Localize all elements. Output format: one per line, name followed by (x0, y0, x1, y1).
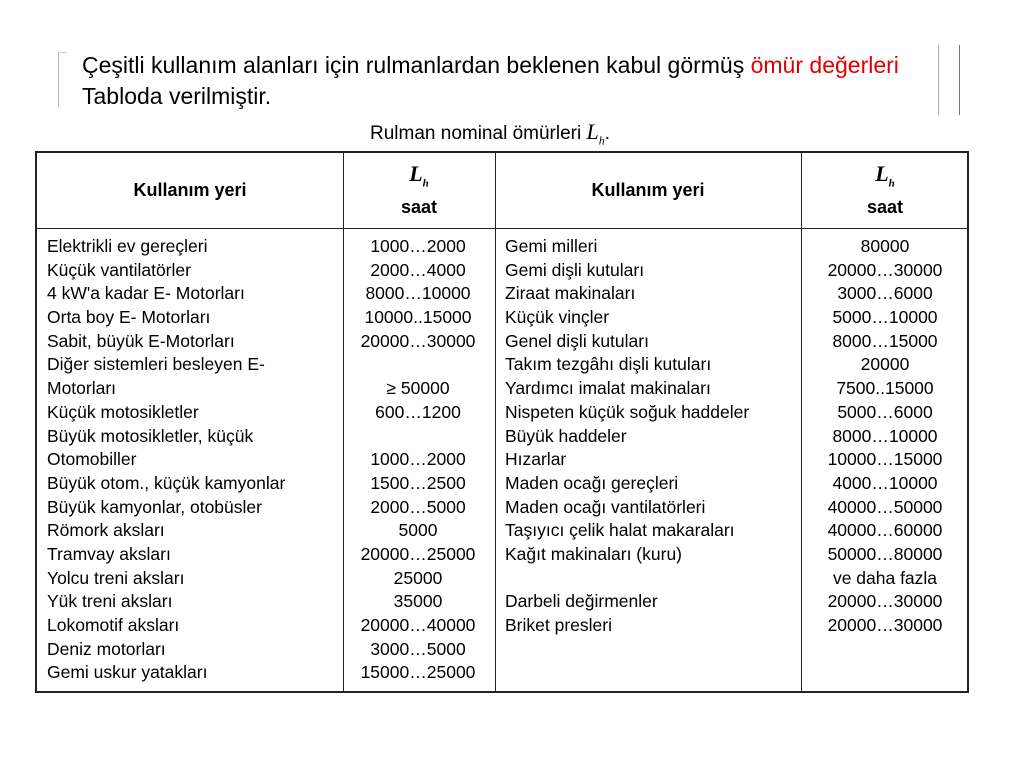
caption-symbol (586, 119, 605, 148)
header-life-sub: h (422, 177, 429, 190)
table-cell: 8000…10000 (832, 425, 938, 446)
table-cell: Küçük vantilatörler (47, 259, 191, 280)
table-cell: 40000…60000 (827, 520, 943, 541)
table-cell: 20000…30000 (827, 591, 943, 612)
table-cell: Küçük vinçler (505, 307, 610, 328)
table-cell: Nispeten küçük soğuk haddeler (505, 401, 750, 422)
table-cell: Deniz motorları (47, 638, 166, 659)
table-cell: 5000 (398, 520, 438, 541)
header-life-left (343, 153, 495, 228)
table-cell: Motorları (47, 378, 117, 399)
caption-symbol-sub: h (598, 133, 605, 148)
caption-text: Rulman nominal ömürleri (370, 123, 587, 144)
table-cell: 80000 (860, 236, 910, 256)
table-cell: 8000…10000 (365, 283, 471, 304)
left-life-column (343, 235, 493, 685)
header-life-unit: saat (400, 197, 438, 218)
bullet-frame (58, 52, 67, 107)
table-cell: Genel dişli kutuları (505, 330, 649, 351)
table-cell: 35000 (393, 591, 443, 612)
table-cell: 40000…50000 (827, 496, 943, 517)
table-cell: Büyük otom., küçük kamyonlar (47, 472, 286, 493)
table-cell: 4000…10000 (832, 472, 938, 493)
table-cell: Ziraat makinaları (505, 283, 636, 304)
table-cell: 5000…6000 (837, 401, 933, 422)
header-usage-right (495, 153, 801, 228)
header-usage-left (37, 153, 343, 228)
table-cell: Otomobiller (47, 449, 137, 470)
table-cell: 1000…2000 (370, 449, 466, 470)
table-cell: Takım tezgâhı dişli kutuları (505, 354, 712, 375)
table-cell: Yük treni aksları (47, 591, 173, 612)
table-cell: 50000…80000 (827, 543, 943, 564)
table-cell: Maden ocağı gereçleri (505, 472, 679, 493)
table-cell (343, 353, 493, 377)
table-cell: 20000…25000 (360, 543, 476, 564)
table-cell: 10000..15000 (364, 307, 472, 328)
table-cell: Yolcu treni aksları (47, 567, 185, 588)
table-cell: 20000…30000 (827, 259, 943, 280)
table-cell: Lokomotif aksları (47, 615, 180, 635)
caption-symbol-letter: L (586, 119, 599, 144)
intro-text-start: Çeşitli kullanım alanları için rulmanlardan beklenen kabul görmüş (82, 52, 751, 78)
table-divider (495, 153, 496, 691)
table-cell: Kağıt makinaları (kuru) (505, 543, 683, 564)
header-usage-label: Kullanım yeri (133, 180, 247, 200)
table-cell: 1000…2000 (370, 236, 466, 256)
table-cell: Gemi milleri (505, 236, 598, 256)
table-cell: 7500..15000 (836, 378, 934, 399)
table-cell: 2000…4000 (370, 259, 466, 280)
left-usage-column (47, 235, 285, 685)
table-cell: 8000…15000 (832, 330, 938, 351)
table-cell: Diğer sistemleri besleyen E- (47, 354, 265, 375)
header-usage-label: Kullanım yeri (591, 180, 705, 200)
table-cell: Yardımcı imalat makinaları (505, 378, 711, 399)
table-cell: Tramvay aksları (47, 543, 171, 564)
header-life-letter: L (409, 160, 423, 186)
intro-highlight: ömür değerleri (750, 52, 899, 78)
table-cell: 20000…40000 (360, 615, 476, 635)
table-cell: ve daha fazla (832, 567, 938, 588)
table-cell: Büyük motosikletler, küçük (47, 425, 254, 446)
intro-text-end: Tabloda verilmiştir. (82, 83, 272, 109)
table-cell: Hızarlar (505, 449, 567, 470)
table-cell: Maden ocağı vantilatörleri (505, 496, 706, 517)
table-cell: 20000 (860, 354, 910, 375)
table-caption (370, 119, 610, 148)
header-life-symbol (409, 162, 429, 195)
table-cell: 5000…10000 (832, 307, 938, 328)
table-cell: 15000…25000 (360, 662, 476, 683)
header-life-sub: h (888, 177, 895, 190)
table-cell: Gemi uskur yatakları (47, 662, 208, 683)
table-cell: Briket presleri (505, 615, 612, 635)
table-cell: 1500…2500 (370, 472, 466, 493)
table-cell: Sabit, büyük E-Motorları (47, 330, 235, 351)
table-cell: Römork aksları (47, 520, 165, 541)
table-cell: ≥ 50000 (386, 378, 450, 399)
table-cell: 20000…30000 (827, 615, 943, 635)
table-cell: 3000…6000 (837, 283, 933, 304)
table-cell: Gemi dişli kutuları (505, 259, 645, 280)
table-cell (343, 425, 493, 449)
table-cell: Küçük motosikletler (47, 401, 199, 422)
right-usage-column (505, 235, 749, 638)
table-cell: 10000…15000 (827, 449, 943, 470)
table-cell (505, 567, 749, 591)
table-cell: 20000…30000 (360, 330, 476, 351)
table-cell: Taşıyıcı çelik halat makaraları (505, 520, 735, 541)
table-cell: Büyük haddeler (505, 425, 627, 446)
table-cell: 2000…5000 (370, 496, 466, 517)
table-cell: 600…1200 (375, 401, 461, 422)
table-cell: Darbeli değirmenler (505, 591, 658, 612)
header-life-symbol (875, 162, 895, 195)
table-cell: Elektrikli ev gereçleri (47, 236, 208, 256)
table-cell: Orta boy E- Motorları (47, 307, 211, 328)
table-cell: 4 kW'a kadar E- Motorları (47, 283, 245, 304)
header-life-right (801, 153, 969, 228)
intro-paragraph (82, 50, 942, 112)
table-cell: 3000…5000 (370, 638, 466, 659)
header-life-letter: L (875, 160, 889, 186)
table-cell: 25000 (393, 567, 443, 588)
bearing-life-table (35, 151, 969, 693)
caption-suffix: . (604, 123, 610, 144)
table-cell: Büyük kamyonlar, otobüsler (47, 496, 262, 517)
header-divider (37, 228, 967, 229)
header-life-unit: saat (866, 197, 904, 218)
right-life-column (801, 235, 969, 638)
